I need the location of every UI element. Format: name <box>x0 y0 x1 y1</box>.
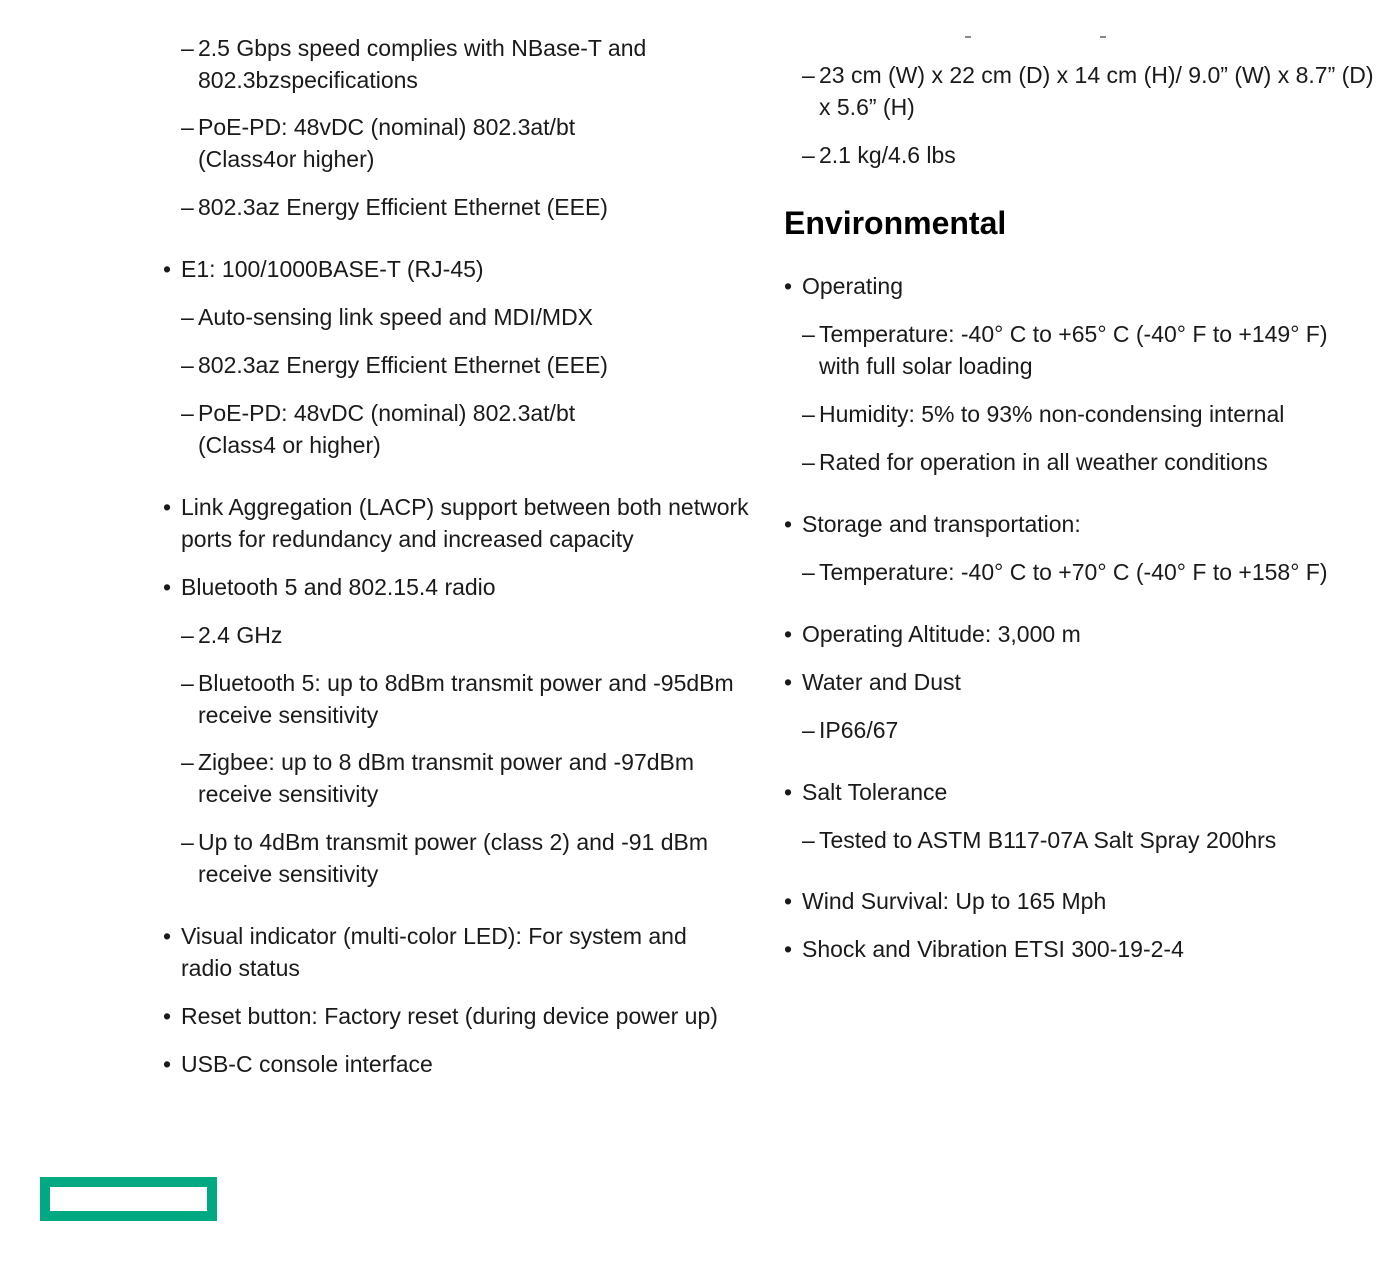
list-item: • Bluetooth 5 and 802.15.4 radio <box>163 571 741 603</box>
list-item: • Salt Tolerance <box>784 776 1362 808</box>
section-heading: Environmental <box>784 205 1007 241</box>
list-item: • USB-C console interface <box>163 1048 741 1080</box>
list-item: – PoE-PD: 48vDC (nominal) 802.3at/bt (Class4or higher) <box>181 111 618 175</box>
list-item: – 23 cm (W) x 22 cm (D) x 14 cm (H)/ 9.0” (W) x 8.7” (D) x 5.6” (H) <box>802 59 1379 123</box>
list-item: – Auto-sensing link speed and MDI/MDX <box>181 301 758 333</box>
list-item: – 2.5 Gbps speed complies with NBase-T and 802.3bzspecifications <box>181 32 698 96</box>
list-item: – 2.1 kg/4.6 lbs <box>802 139 1379 171</box>
list-item: – Rated for operation in all weather conditions <box>802 446 1379 478</box>
list-item: – 2.4 GHz <box>181 619 758 651</box>
list-item: • E1: 100/1000BASE-T (RJ-45) <box>163 253 741 285</box>
list-item: • Link Aggregation (LACP) support between both network ports for redundancy and increased capacity <box>163 491 761 555</box>
list-item: – 802.3az Energy Efficient Ethernet (EEE) <box>181 349 758 381</box>
list-item: – Bluetooth 5: up to 8dBm transmit power and -95dBm receive sensitivity <box>181 667 768 731</box>
list-item: – Humidity: 5% to 93% non-condensing internal <box>802 398 1379 430</box>
list-item: – Temperature: -40° C to +65° C (-40° F to +149° F) with full solar loading <box>802 318 1359 382</box>
list-item: • Visual indicator (multi-color LED): For system and radio status <box>163 920 721 984</box>
list-item: – PoE-PD: 48vDC (nominal) 802.3at/bt (Class4 or higher) <box>181 397 618 461</box>
list-item: – Temperature: -40° C to +70° C (-40° F to +158° F) <box>802 556 1379 588</box>
list-item: • Shock and Vibration ETSI 300-19-2-4 <box>784 933 1362 965</box>
list-item: – Zigbee: up to 8 dBm transmit power and -97dBm receive sensitivity <box>181 746 728 810</box>
clipped-text-fragment <box>1100 36 1106 38</box>
list-item: – 802.3az Energy Efficient Ethernet (EEE) <box>181 191 758 223</box>
list-item: • Operating Altitude: 3,000 m <box>784 618 1362 650</box>
list-item: – IP66/67 <box>802 714 1379 746</box>
list-item: • Storage and transportation: <box>784 508 1362 540</box>
list-item: • Water and Dust <box>784 666 1362 698</box>
list-item: • Operating <box>784 270 1362 302</box>
list-item: – Tested to ASTM B117-07A Salt Spray 200hrs <box>802 824 1379 856</box>
hpe-element-logo-icon <box>40 1177 217 1221</box>
list-item: • Wind Survival: Up to 165 Mph <box>784 885 1362 917</box>
clipped-text-fragment <box>965 36 971 38</box>
list-item: – Up to 4dBm transmit power (class 2) and -91 dBm receive sensitivity <box>181 826 748 890</box>
list-item: • Reset button: Factory reset (during device power up) <box>163 1000 771 1032</box>
